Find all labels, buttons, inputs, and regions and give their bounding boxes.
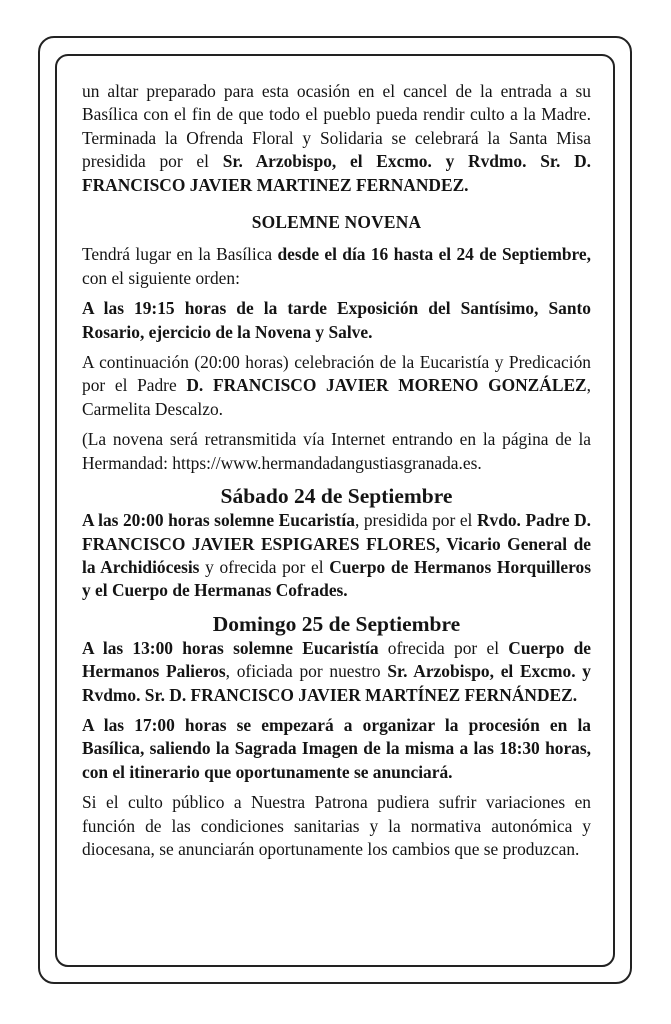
sabado-celebrant: Rvdo. Padre D. FRANCISCO JAVIER ESPIGARES FLORES, Vicario General de la Archidiócesis xyxy=(82,510,592,577)
domingo-text-2: , oficiada por nuestro xyxy=(225,661,388,682)
domingo-offering: Cuerpo de Hermanos Palieros xyxy=(82,637,591,682)
novena-heading: SOLEMNE NOVENA xyxy=(251,212,422,233)
novena-p3-tail: , Carmelita Descalzo. xyxy=(82,375,591,419)
domingo-mass: A las 13:00 horas solemne Eucaristía xyxy=(82,637,379,658)
intro-archbishop: Sr. Arzobispo, el Excmo. y Rvdmo. Sr. D. FRANCISCO JAVIER MARTINEZ FERNANDEZ. xyxy=(82,151,591,195)
novena-paragraph-3 xyxy=(82,351,591,421)
domingo-paragraph-1 xyxy=(82,637,591,707)
domingo-paragraph-2 xyxy=(82,714,591,784)
domingo-text-1: ofrecida por el xyxy=(378,637,509,658)
novena-schedule: A las 19:15 horas de la tarde Exposición del Santísimo, Santo Rosario, ejercicio de la Novena y Salve. xyxy=(82,298,591,342)
novena-paragraph-4 xyxy=(82,428,591,475)
document-body xyxy=(82,80,591,861)
sanitary-note: Si el culto público a Nuestra Patrona pudiera sufrir variaciones en función de las condiciones sanitarias y la normativa autonómica y diocesana, se anunciarán oportunamente los cambios que se produzcan. xyxy=(82,792,591,859)
sabado-heading: Sábado 24 de Septiembre xyxy=(220,484,453,509)
procession-announcement: A las 17:00 horas se empezará a organizar la procesión en la Basílica, saliendo la Sagrada Imagen de la misma a las 18:30 horas, con el itinerario que oportunamente se anunciará. xyxy=(82,714,591,782)
novena-paragraph-2 xyxy=(82,297,591,344)
sabado-text-2: y ofrecida por el xyxy=(199,556,330,577)
novena-p3-text: A continuación (20:00 horas) celebración de la Eucaristía y Predicación por el Padre xyxy=(82,352,591,396)
sabado-mass: A las 20:00 horas solemne Eucaristía xyxy=(82,510,355,531)
domingo-paragraph-3 xyxy=(82,791,591,861)
novena-p1-text: Tendrá lugar en la Basílica xyxy=(82,244,278,265)
domingo-archbishop: Sr. Arzobispo, el Excmo. y Rvdmo. Sr. D. FRANCISCO JAVIER MARTÍNEZ FERNÁNDEZ. xyxy=(82,661,591,705)
sabado-paragraph xyxy=(82,509,591,603)
intro-paragraph xyxy=(82,80,591,197)
novena-preacher: D. FRANCISCO JAVIER MORENO GONZÁLEZ xyxy=(186,375,587,396)
sabado-text-1: , presidida por el xyxy=(354,510,477,531)
novena-dates: desde el día 16 hasta el 24 de Septiembre, xyxy=(277,244,591,265)
intro-text: un altar preparado para esta ocasión en el cancel de la entrada a su Basílica con el fin de que todo el pueblo pueda rendir culto a la Madre. Terminada la Ofrenda Floral y Solidaria se celebrará la Santa Misa presidida por el xyxy=(82,81,591,172)
sabado-offering: Cuerpo de Hermanos Horquilleros y el Cuerpo de Hermanas Cofrades. xyxy=(82,556,591,601)
novena-broadcast-note: (La novena será retransmitida vía Internet entrando en la página de la Hermandad: https://www.hermandadangustiasgranada.es. xyxy=(82,429,591,473)
novena-paragraph-1 xyxy=(82,243,591,290)
domingo-heading: Domingo 25 de Septiembre xyxy=(212,611,461,636)
novena-p1-tail: con el siguiente orden: xyxy=(82,267,240,288)
